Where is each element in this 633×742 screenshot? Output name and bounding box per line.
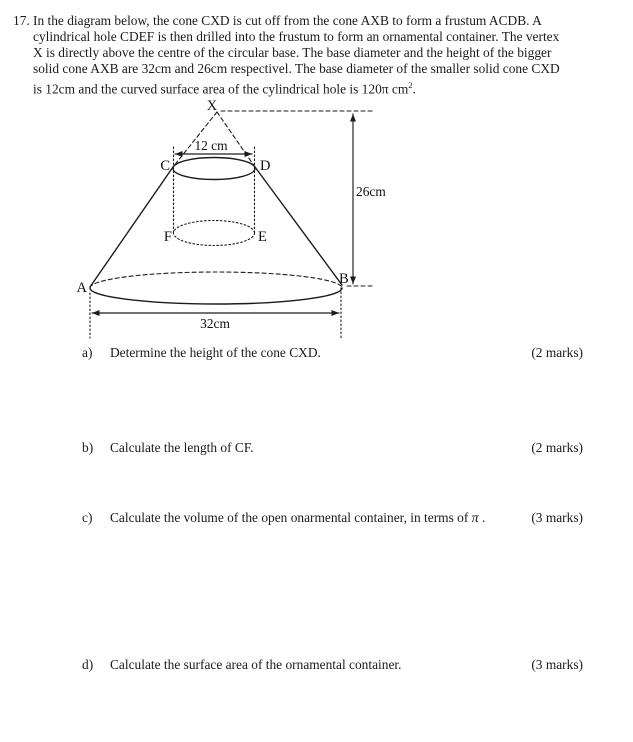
pi-symbol: π [471, 511, 479, 526]
intro-line: solid cone AXB are 32cm and 26cm respectivel. The base diameter of the smaller solid cone CXD [33, 61, 560, 76]
base-front-arc [90, 288, 342, 304]
superscript-2: 2 [408, 80, 413, 90]
frustum-left-side [90, 167, 173, 287]
height-dimension-label: 26cm [356, 184, 386, 199]
part-text: Calculate the surface area of the ornamental container. [110, 657, 402, 672]
point-e-label: E [258, 229, 267, 245]
intro-paragraph [33, 13, 560, 97]
point-f-label: F [163, 229, 172, 245]
vertex-x-label: X [206, 98, 218, 114]
point-c-label: C [160, 158, 170, 174]
base-diameter-dimension-label: 32cm [200, 316, 230, 331]
top-diameter-dimension-label: 12 cm [194, 138, 228, 153]
part-text: Calculate the length of CF. [110, 440, 254, 455]
frustum-diagram [60, 95, 390, 345]
marks-label: (3 marks) [531, 657, 583, 672]
intro-line-last-post: . [412, 81, 416, 97]
intro-line: cylindrical hole CDEF is then drilled into the frustum to form an ornamental container. The vertex [33, 29, 560, 44]
intro-line: In the diagram below, the cone CXD is cut off from the cone AXB to form a frustum ACDB. A [33, 13, 542, 28]
part-label: b) [82, 440, 94, 455]
part-text [110, 510, 485, 527]
base-back-arc [90, 272, 342, 288]
intro-line: X is directly above the centre of the circular base. The base diameter and the height of the bigger [33, 45, 552, 60]
part-text-post: . [478, 510, 486, 525]
point-a-label: A [76, 280, 87, 296]
part-text-main: Calculate the volume of the open onarmental container, in terms of [110, 510, 469, 525]
marks-label: (2 marks) [531, 345, 583, 360]
part-label: c) [82, 510, 93, 525]
frustum-right-side [255, 167, 342, 285]
question-part-row-c [82, 510, 583, 526]
intro-line-last-pre: is 12cm and the curved surface area of the cylindrical hole is 120π cm [33, 81, 409, 97]
marks-label: (3 marks) [531, 510, 583, 525]
point-b-label: B [339, 271, 349, 287]
question-intro [13, 13, 560, 97]
hole-bottom-ellipse [174, 221, 255, 246]
question-number: 17. [13, 13, 30, 28]
question-part-row-b [82, 440, 583, 456]
question-part-row-d [82, 657, 583, 673]
part-label: d) [82, 657, 94, 672]
marks-label: (2 marks) [531, 440, 583, 455]
part-label: a) [82, 345, 93, 360]
part-text: Determine the height of the cone CXD. [110, 345, 321, 360]
point-d-label: D [260, 158, 271, 174]
question-part-row-a [82, 345, 583, 361]
top-rim-ellipse [173, 158, 255, 180]
